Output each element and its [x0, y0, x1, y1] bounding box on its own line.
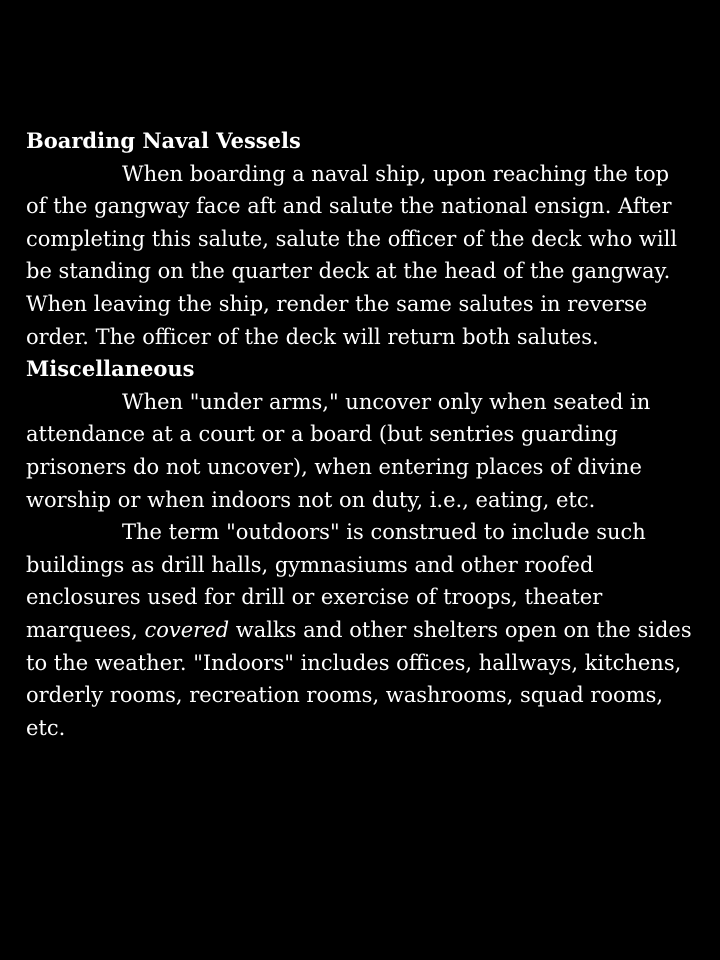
paragraph-under-arms: When "under arms," uncover only when seated in attendance at a court or a board (but sentries guarding prisoners do not uncover), when entering places of divine worship or when indoors not on duty, i.e., eating, etc.: [26, 389, 651, 512]
heading-boarding-naval-vessels: Boarding Naval Vessels: [26, 128, 301, 153]
paragraph-outdoors-text-start: The term "outdoors" is construed to include such buildings as drill halls, gymnasiums and other roofed enclosures used for drill or exercise of troops, theater marquees,: [26, 520, 646, 642]
paragraph-outdoors-indoors: [26, 516, 696, 744]
paragraph-outdoors-text-end: walks and other shelters open on the sides to the weather. "Indoors" includes offices, hallways, kitchens, orderly rooms, recreation rooms, washrooms, squad rooms, etc.: [26, 617, 692, 740]
paragraph-boarding: When boarding a naval ship, upon reaching the top of the gangway face aft and salute the national ensign. After completing this salute, salute the officer of the deck who will be standing on the quarter deck at the head of the gangway. When leaving the ship, render the same salutes in reverse order. The officer of the deck will return both salutes.: [26, 161, 678, 349]
heading-miscellaneous: Miscellaneous: [26, 356, 195, 382]
paragraph-outdoors-italic-word: covered: [144, 617, 230, 642]
document-page: [26, 125, 696, 744]
